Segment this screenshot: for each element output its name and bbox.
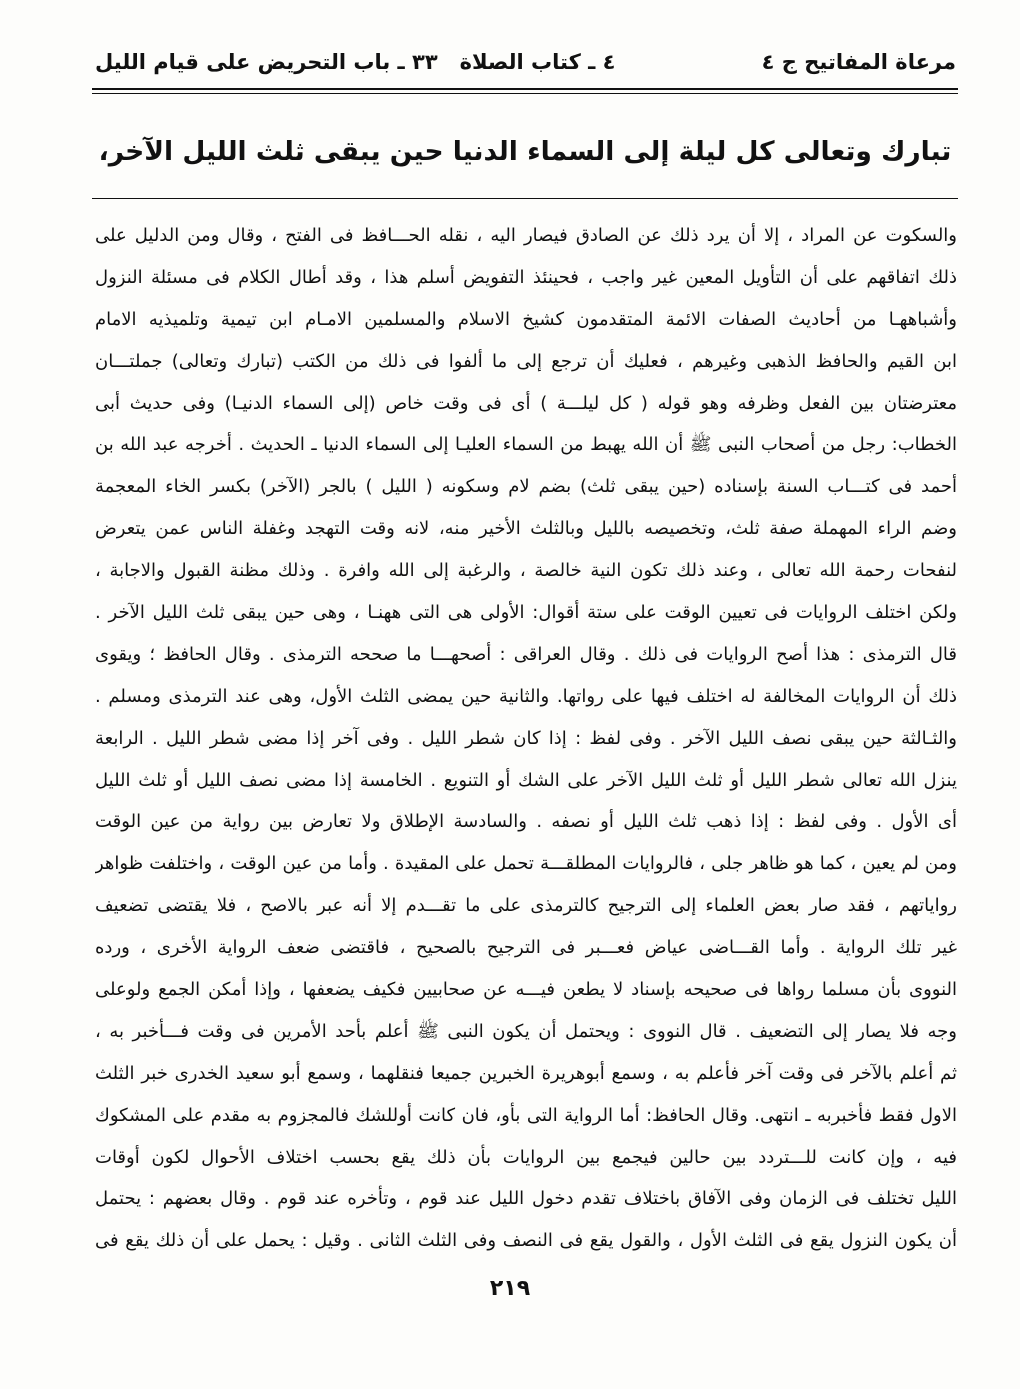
commentary-line: ذلك اتفاقهم على أن التأويل المعين غير واجب ، فحينئذ التفويض أسلم هذا ، وقد أطال الكلام فى مسئلة النزول [95,266,957,288]
commentary-line: رواياتهم ، فقد صار بعض العلماء إلى الترجيح كالترمذى على ما تقـــدم إلا أنه عبر بالاصح ، فلا يقتضى تضعيف [95,895,957,917]
commentary-line: الليل تختلف فى الزمان وفى الآفاق باختلاف تقدم دخول الليل عند قوم ، وتأخره عند قوم . وقال بعضهم : يحتمل [95,1188,957,1210]
commentary-line: أن يكون النزول يقع فى الثلث الأول ، والقول يقع فى النصف وفى الثلث الثانى . وقيل : يحمل على أن ذلك يقع فى [95,1230,957,1252]
commentary-line: لنفحات رحمة الله تعالى ، وعند ذلك تكون النية خالصة ، والرغبة إلى الله وافرة . وذلك مظنة القبول والاجابة ، [95,560,957,582]
header-divider [92,88,958,94]
commentary-line: وجه فلا يصار إلى التضعيف . قال النووى : ويحتمل أن يكون النبى ﷺ أعلم بأحد الأمرين فى وقت فـــأخبر به ، [95,1020,957,1042]
commentary-line: والسكوت عن المراد ، إلا أن يرد ذلك عن الصادق فيصار اليه ، نقله الحـــافظ فى الفتح ، وقال ومن الدليل على [95,225,957,246]
commentary-line: والثـالثة حين يبقى نصف الليل الآخر . وفى لفظ : إذا كان شطر الليل . وفى آخر إذا مضى شطر الليل . الرابعة [95,727,957,749]
commentary-line: ولكن اختلف الروايات فى تعيين الوقت على ستة أقوال: الأولى هى التى ههنـا ، وهى حين يبقى ثلث الليل الآخر . [95,602,957,624]
running-header-chapter: ٣٣ ـ باب التحريض على قيام الليل [95,50,438,74]
commentary-line: قال الترمذى : هذا أصح الروايات فى ذلك . وقال العراقى : أصحهـــا ما صححه الترمذى . وقال الحافظ ؛ ويقوى [95,643,957,665]
commentary-line: ذلك أن الروايات المخالفة له اختلف فيها على رواتها. والثانية حين يمضى الثلث الأول، وهى عند الترمذى ومسلم . [95,685,957,707]
commentary-line: الاول فقط فأخبربه ـ انتهى. وقال الحافظ: أما الرواية التى بأو، فان كانت أوللشك فالمجزوم به مقدم على المشكوك [95,1104,957,1126]
hadith-divider [92,198,958,199]
commentary-line: ابن القيم والحافظ الذهبى وغيرهم ، فعليك أن ترجع إلى ما ألفوا فى ذلك من الكتب (تبارك وتعالى) جملتـــان [95,350,957,372]
commentary-line: أحمد فى كتـــاب السنة بإسناده (حين يبقى ثلث) بضم لام وسكونه ( الليل ) بالجر (الآخر) بكسر الخاء المعجمة [95,476,957,498]
commentary-line: ينزل الله تعالى شطر الليل أو ثلث الليل الآخر على الشك أو التنويع . الخامسة إذا مضى نصف الليل أو ثلث الليل [95,769,957,791]
commentary-line: فيه ، وإن كانت للـــتردد بين حالين فيجمع بين الروايات بأن ذلك يقع بحسب اختلاف الأحوال لكون أوقات [95,1146,957,1168]
commentary-line: معترضتان بين الفعل وظرفه وهو قوله ( كل ليلـــة ) أى فى وقت خاص (إلى السماء الدنيـا) وفى حديث أبى [95,392,957,414]
commentary-line: وضم الراء المهملة صفة ثلث، وتخصيصه بالليل وبالثلث الأخير منه، لانه وقت التهجد وغفلة الناس عمن يتعرض [95,518,957,540]
commentary-line: وأشباههـا من أحاديث الصفات الائمة المتقدمون كشيخ الاسلام والمسلمين الامـام ابن تيمية وتلميذيه الامام [95,308,957,330]
running-header-book: ٤ ـ كتاب الصلاة [459,50,616,74]
commentary-line: الخطاب: رجل من أصحاب النبى ﷺ أن الله يهبط من السماء العليـا إلى السماء الدنيا ـ الحديث . أخرجه عبد الله بن [95,434,957,456]
commentary-line: ثم أعلم بالآخر فى وقت آخر فأعلم به ، وسمع أبوهريرة الخبرين جميعا فنقلهما ، وسمع أبو سعيد الخدرى خبر الثلث [95,1062,957,1084]
running-header-volume: مرعاة المفاتيح ج ٤ [761,50,956,74]
commentary-line: النووى بأن مسلما رواها فى صحيحه بإسناد لا يطعن فيـــه عن صحابيين فكيف يضعفها ، وإذا أمكن الجمع ولوعلى [95,979,957,1001]
commentary-line: أى الأول . وفى لفظ : إذا ذهب ثلث الليل أو نصفه . والسادسة الإطلاق ولا تعارض بين رواية من عين الوقت [95,811,957,833]
commentary-body [95,215,957,1262]
commentary-line: ومن لم يعين ، كما هو ظاهر جلى ، فالروايات المطلقـــة تحمل على المقيدة . وأما من عين الوقت ، واختلفت ظواهر [95,853,957,875]
page-number: ٢١٩ [489,1276,531,1301]
hadith-text: تبارك وتعالى كل ليلة إلى السماء الدنيا حين يبقى ثلث الليل الآخر، [98,136,952,167]
commentary-line: غير تلك الرواية . وأما القـــاضى عياض فعـــبر فى الترجيح بالصحيح ، فاقتضى ضعف الرواية الأخرى ، ورده [95,937,957,959]
